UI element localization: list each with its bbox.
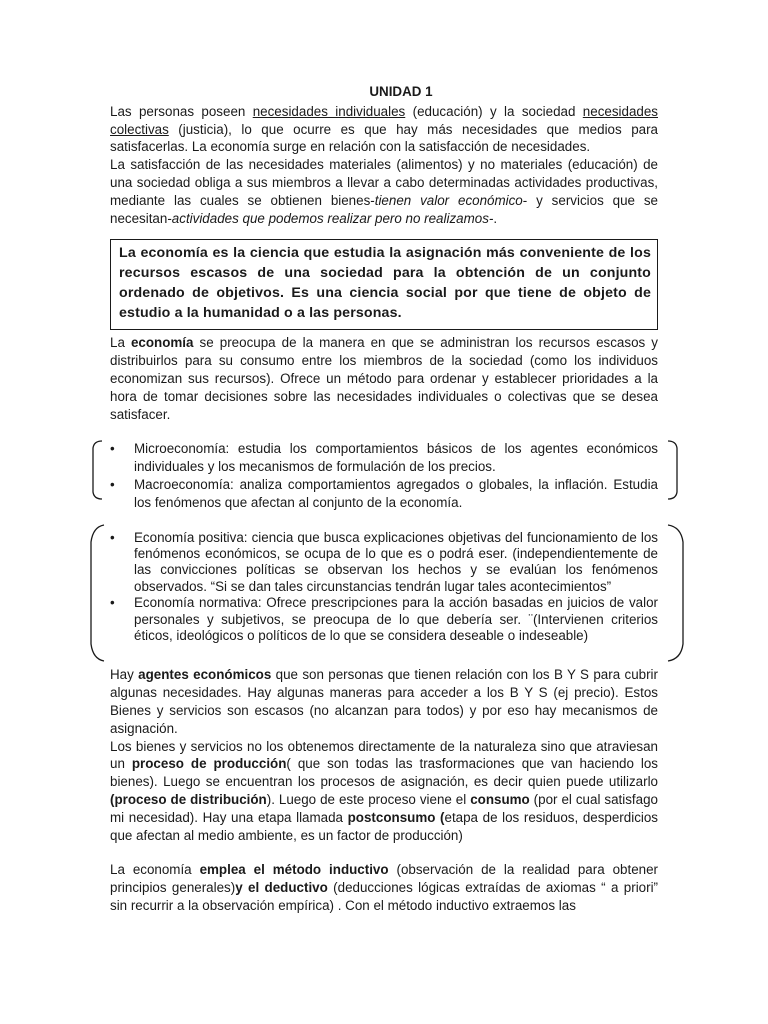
bold-term-distribucion: (proceso de distribución <box>110 791 267 807</box>
bracket-group-positiva-normativa <box>110 530 658 645</box>
bullet-icon: • <box>110 476 115 492</box>
bold-term-postconsumo: postconsumo ( <box>347 809 445 825</box>
right-bracket-icon <box>664 524 688 662</box>
bienes-paragraph <box>110 738 658 845</box>
bullet-icon: • <box>110 529 115 545</box>
bold-term-deductivo: y el deductivo <box>235 880 328 896</box>
bold-term-agentes: agentes económicos <box>138 667 272 683</box>
list-item-microeconomia <box>110 440 658 476</box>
text-run: etapa de los residuos, desperdicios que afectan al medio ambiente, es un factor de producción) <box>110 809 659 843</box>
list-item-text: Macroeconomía: analiza comportamientos agregados o globales, la inflación. Estudia los fenómenos que afectan al conjunto de la economía. <box>134 476 658 510</box>
bullet-icon: • <box>110 595 115 611</box>
document-body <box>110 83 658 915</box>
spacer <box>110 423 658 440</box>
underlined-term-collective-needs: necesidades colectivas <box>110 103 658 137</box>
italic-note: actividades que podemos realizar pero no realizamos- <box>171 210 494 226</box>
text-run: . <box>493 210 498 226</box>
text-run: - y servicios que se necesitan- <box>110 192 658 226</box>
spacer <box>110 844 658 861</box>
unit-title: UNIDAD 1 <box>369 84 433 99</box>
list-item-economia-positiva <box>110 530 658 596</box>
text-run: (educación) y la sociedad <box>405 103 583 119</box>
bold-term-consumo: consumo <box>470 791 530 807</box>
list-item-macroeconomia <box>110 476 658 512</box>
text-run: Hay <box>110 667 139 683</box>
spacer <box>110 644 658 666</box>
bullet-list-1 <box>110 440 658 511</box>
underlined-term-individual-needs: necesidades individuales <box>252 103 406 119</box>
text-run: (deducciones lógicas extraídas de axiomas “ a priori” sin recurrir a la observación empírica) . Con el método inductivo extraemos las <box>110 880 659 913</box>
bold-term-produccion: proceso de producción <box>131 756 287 772</box>
bullet-list-2 <box>110 530 658 645</box>
text-run: (por el cual satisfago mi necesidad). Hay una etapa llamada <box>110 791 658 825</box>
list-item-text: Economía normativa: Ofrece prescripciones para la acción basadas en juicios de valor personales y subjetivos, se preocupa de lo que debería ser. ¨(Intervienen criterios éticos, ideológicos o políticos de lo que se considera deseable o indeseable) <box>134 595 658 643</box>
economia-paragraph <box>110 334 658 423</box>
text-run: ( que son todas las trasformaciones que van haciendo los bienes). Luego se encuentran los procesos de asignación, es decir quien puede utilizarlo <box>110 756 658 790</box>
text-run: (justicia), lo que ocurre es que hay más necesidades que medios para satisfacerlas. La economía surge en relación con la satisfacción de necesidades. <box>110 121 658 155</box>
list-item-text: Economía positiva: ciencia que busca explicaciones objetivas del funcionamiento de los fenómenos económicos, se ocupa de lo que es o podrá eser. (independientemente de las convicciones políticas se observan los hechos y se evalúan los fenómenos observados. “Si se dan tales circunstancias tendrán lugar tales acontecimientos” <box>134 529 658 594</box>
bold-term-economia: economía <box>130 335 194 351</box>
intro-paragraph-2 <box>110 156 658 227</box>
text-run: ). Luego de este proceso viene el <box>266 791 471 807</box>
metodo-paragraph <box>110 861 658 914</box>
definition-box: La economía es la ciencia que estudia la asignación más conveniente de los recursos escasos de una sociedad para la obtención de un conjunto ordenado de objetivos. Es una ciencia social por que tiene de objeto de estudio a la humanidad o a las personas. <box>110 239 658 330</box>
bold-term-inductivo: emplea el método inductivo <box>199 862 389 878</box>
text-run: se preocupa de la manera en que se administran los recursos escasos y distribuirlos para su consumo entre los miembros de la sociedad (como los individuos economizan sus recursos). Ofrece un método para ordenar y establecer prioridades a la hora de tomar decisiones sobre las necesidades individuales o colectivas que se desea satisfacer. <box>110 335 658 422</box>
right-bracket-icon <box>662 440 684 500</box>
bracket-group-micro-macro <box>110 440 658 511</box>
left-bracket-icon <box>86 440 108 500</box>
text-run: Los bienes y servicios no los obtenemos directamente de la naturaleza sino que atraviesan un <box>110 738 658 772</box>
bullet-icon: • <box>110 441 115 457</box>
text-run: La economía <box>110 862 200 878</box>
left-bracket-icon <box>86 524 108 662</box>
list-item-text: Microeconomía: estudia los comportamientos básicos de los agentes económicos individuales y los mecanismos de formulación de los precios. <box>134 441 658 475</box>
text-run: Las personas poseen <box>110 103 253 119</box>
italic-note: tienen valor económico <box>374 192 523 208</box>
list-item-economia-normativa <box>110 595 658 644</box>
spacer <box>110 512 658 530</box>
text-run: que son personas que tienen relación con los B Y S para cubrir algunas necesidades. Hay algunas maneras para acceder a los B Y S (ej precio). Estos Bienes y servicios son escasos (no alcanzan para todos) y por eso hay mecanismos de asignación. <box>110 667 658 736</box>
agentes-paragraph <box>110 666 658 737</box>
text-run: La satisfacción de las necesidades materiales (alimentos) y no materiales (educación) de una sociedad obliga a sus miembros a llevar a cabo determinadas actividades productivas, mediante las cuales se obtienen bienes- <box>110 157 658 208</box>
intro-paragraph-1 <box>110 103 658 156</box>
text-run: (observación de la realidad para obtener principios generales) <box>110 862 658 896</box>
text-run: La <box>110 335 131 351</box>
